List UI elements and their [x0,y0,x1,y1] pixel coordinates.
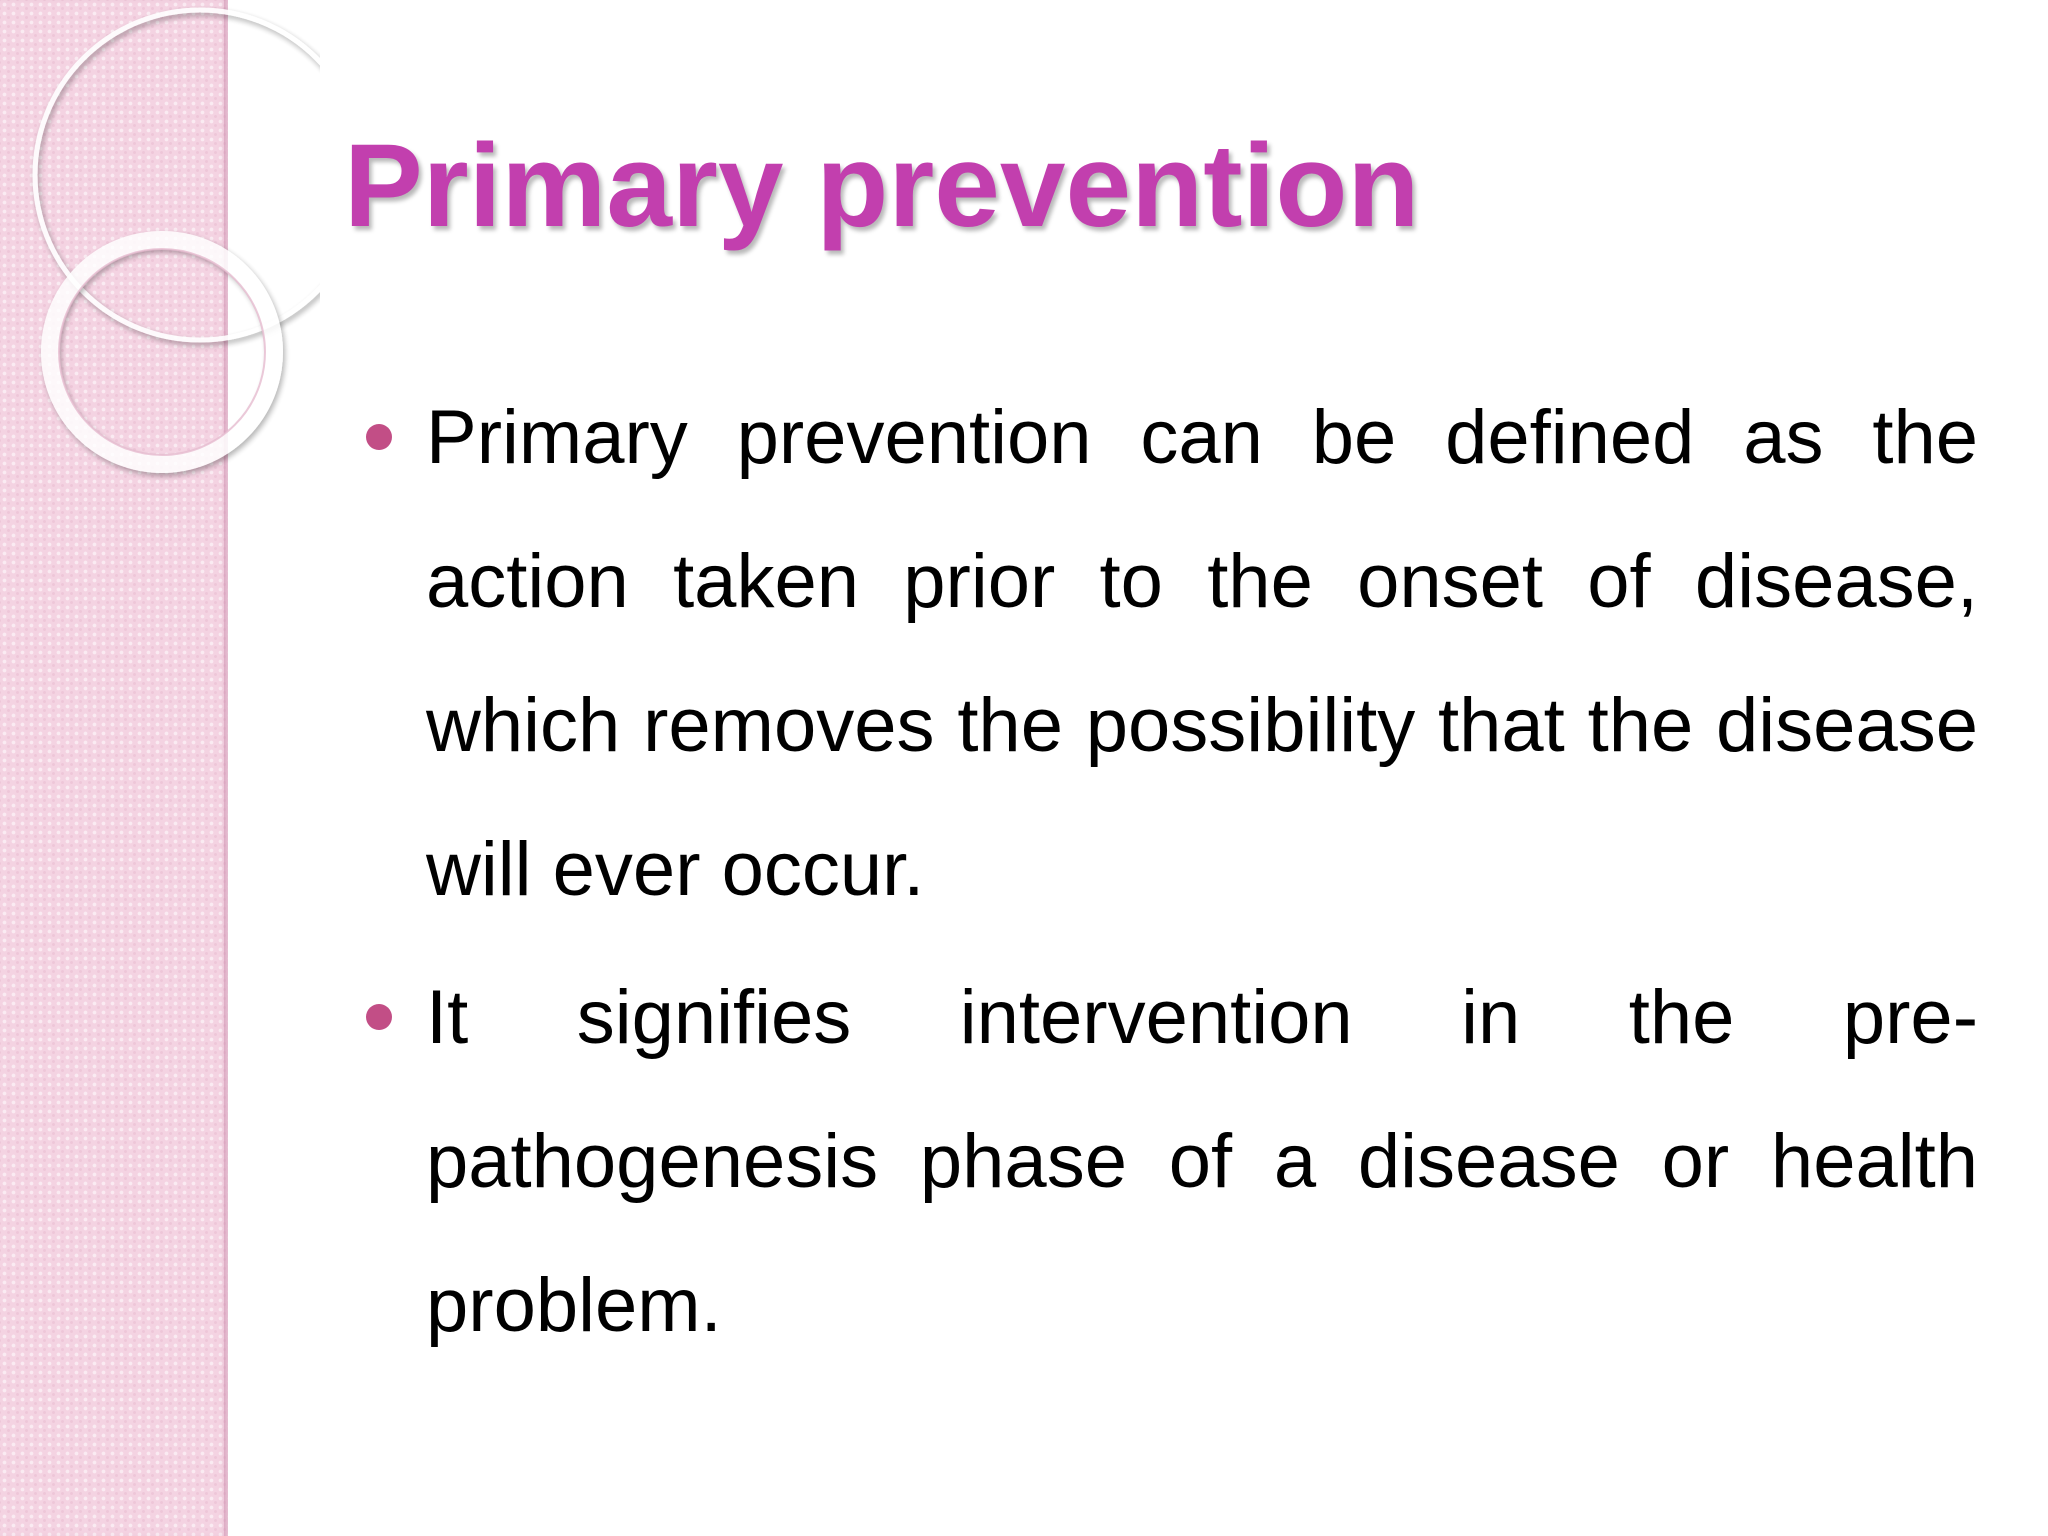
bullet-icon [366,1004,392,1030]
bullet-icon [366,424,392,450]
bullet-list [366,366,1978,1382]
small-ring-inner-edge [59,249,265,455]
rings-decoration-icon [0,0,320,520]
bullet-item [366,946,1978,1378]
slide-title: Primary prevention [344,120,1420,252]
bullet-item [366,366,1978,942]
bullet-text: It signifies intervention in the pre-pathogenesis phase of a disease or health problem. [426,975,1978,1348]
small-ring [50,240,274,464]
bullet-text: Primary prevention can be defined as the action taken prior to the onset of disease, which removes the possibility that the disease will ever occur. [426,395,1978,912]
